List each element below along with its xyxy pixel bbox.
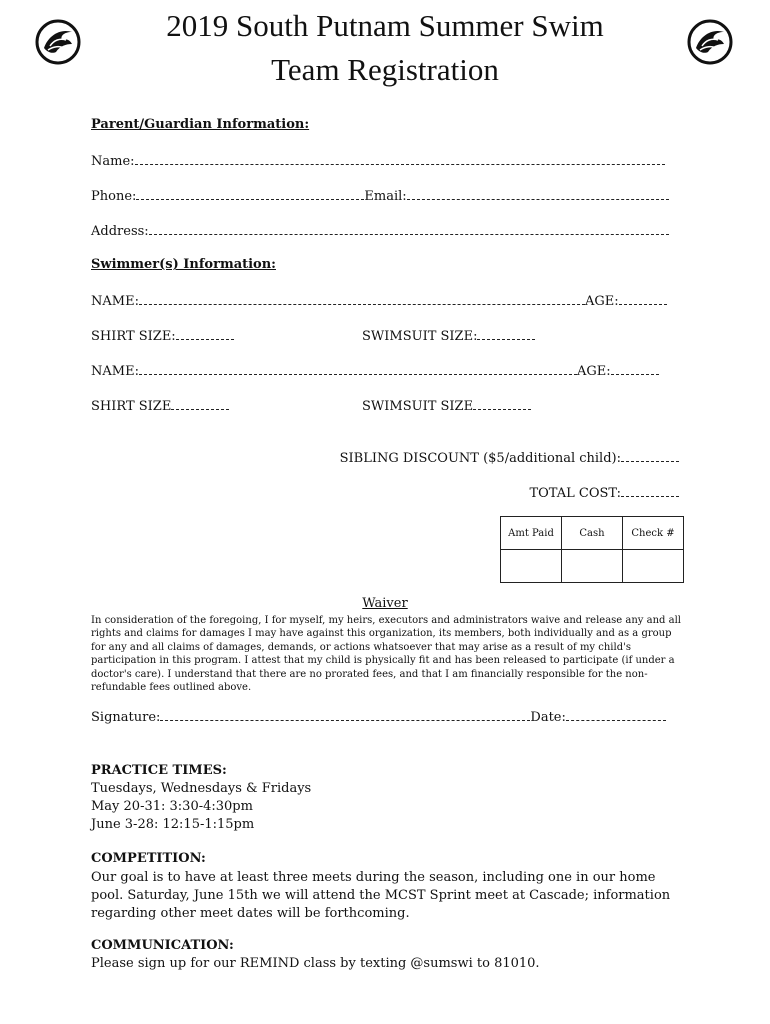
total-cost-row	[529, 484, 679, 501]
swimmer-2-swimsuit-field[interactable]	[473, 397, 531, 410]
swimmer-1-age-label: AGE:	[584, 294, 619, 309]
address-row	[91, 222, 669, 239]
phone-field[interactable]	[136, 187, 364, 200]
cash-header: Cash	[562, 517, 623, 550]
swimmer-2-shirt-label: SHIRT SIZE	[91, 399, 172, 414]
total-cost-field[interactable]	[621, 484, 679, 497]
phone-email-row	[91, 187, 669, 204]
sibling-discount-row	[340, 449, 679, 466]
parent-section-heading: Parent/Guardian Information:	[91, 117, 310, 132]
swimmer-2-name-field[interactable]	[139, 362, 577, 375]
date-field[interactable]	[566, 708, 666, 721]
swimmer-2-age-field[interactable]	[611, 362, 659, 375]
swimmer-1-swimsuit-label: SWIMSUIT SIZE:	[362, 329, 478, 344]
swimmer-1-swimsuit-field[interactable]	[477, 327, 535, 340]
swimmer-2-shirt-row	[91, 397, 229, 414]
check-number-header: Check #	[623, 517, 684, 550]
parent-name-row	[91, 152, 665, 169]
communication-text: Please sign up for our REMIND class by texting @sumswi to 81010.	[91, 956, 540, 971]
signature-field[interactable]	[160, 708, 530, 721]
practice-heading: PRACTICE TIMES:	[91, 763, 227, 778]
swimmer-1-age-field[interactable]	[619, 292, 667, 305]
waiver-text: In consideration of the foregoing, I for myself, my heirs, executors and administrators waive and release any and all rights and claims for damages I may have against this organization, its members, both individually and as a group for any and all claims of damages, demands, or actions whatsoever that may arise as a result of my child's participation in this program. I attest that my child is physically fit and has been released to participate (if under a doctor's care). I understand that there are no prorated fees, and that I am financially responsible for the non-refundable fees outlined above.	[91, 615, 681, 694]
communication-heading: COMMUNICATION:	[91, 938, 234, 953]
practice-june: June 3-28: 12:15-1:15pm	[91, 817, 255, 832]
email-label: Email:	[364, 189, 407, 204]
address-field[interactable]	[149, 222, 669, 235]
page-title	[0, 4, 770, 92]
practice-details	[91, 780, 691, 834]
practice-may: May 20-31: 3:30-4:30pm	[91, 799, 253, 814]
payment-table	[500, 516, 684, 583]
title-line-2: Team Registration	[271, 52, 499, 87]
swimmer-section-heading: Swimmer(s) Information:	[91, 257, 276, 272]
swimmer-2-name-row	[91, 362, 659, 379]
address-label: Address:	[91, 224, 149, 239]
swimmer-2-swimsuit-row	[362, 397, 531, 414]
competition-heading: COMPETITION:	[91, 851, 206, 866]
amt-paid-header: Amt Paid	[501, 517, 562, 550]
waiver-title: Waiver	[362, 596, 408, 611]
parent-name-label: Name:	[91, 154, 135, 169]
swimmer-1-name-label: NAME:	[91, 294, 139, 309]
swimmer-1-name-row	[91, 292, 667, 309]
amt-paid-cell[interactable]	[501, 550, 562, 583]
swimmer-2-shirt-field[interactable]	[171, 397, 229, 410]
sibling-discount-label: SIBLING DISCOUNT ($5/additional child):	[339, 451, 621, 466]
total-cost-label: TOTAL COST:	[529, 486, 621, 501]
date-label: Date:	[530, 710, 566, 725]
sibling-discount-field[interactable]	[621, 449, 679, 462]
swimmer-1-shirt-row	[91, 327, 234, 344]
phone-label: Phone:	[91, 189, 137, 204]
swimmer-2-swimsuit-label: SWIMSUIT SIZE	[362, 399, 474, 414]
practice-days: Tuesdays, Wednesdays & Fridays	[91, 781, 312, 796]
cash-cell[interactable]	[562, 550, 623, 583]
swimmer-1-shirt-field[interactable]	[176, 327, 234, 340]
swimmer-2-name-label: NAME:	[91, 364, 139, 379]
competition-text: Our goal is to have at least three meets during the season, including one in our home pool. Saturday, June 15th we will attend the MCST Sprint meet at Cascade; information regarding other meet dates will be forthcoming.	[91, 870, 671, 921]
parent-name-field[interactable]	[135, 152, 665, 165]
swimmer-1-shirt-label: SHIRT SIZE:	[91, 329, 176, 344]
signature-label: Signature:	[91, 710, 161, 725]
swimmer-2-age-label: AGE:	[576, 364, 611, 379]
email-field[interactable]	[407, 187, 669, 200]
check-number-cell[interactable]	[623, 550, 684, 583]
swimmer-1-name-field[interactable]	[139, 292, 585, 305]
title-line-1: 2019 South Putnam Summer Swim	[166, 8, 604, 43]
swimmer-1-swimsuit-row	[362, 327, 535, 344]
signature-row	[91, 708, 666, 725]
